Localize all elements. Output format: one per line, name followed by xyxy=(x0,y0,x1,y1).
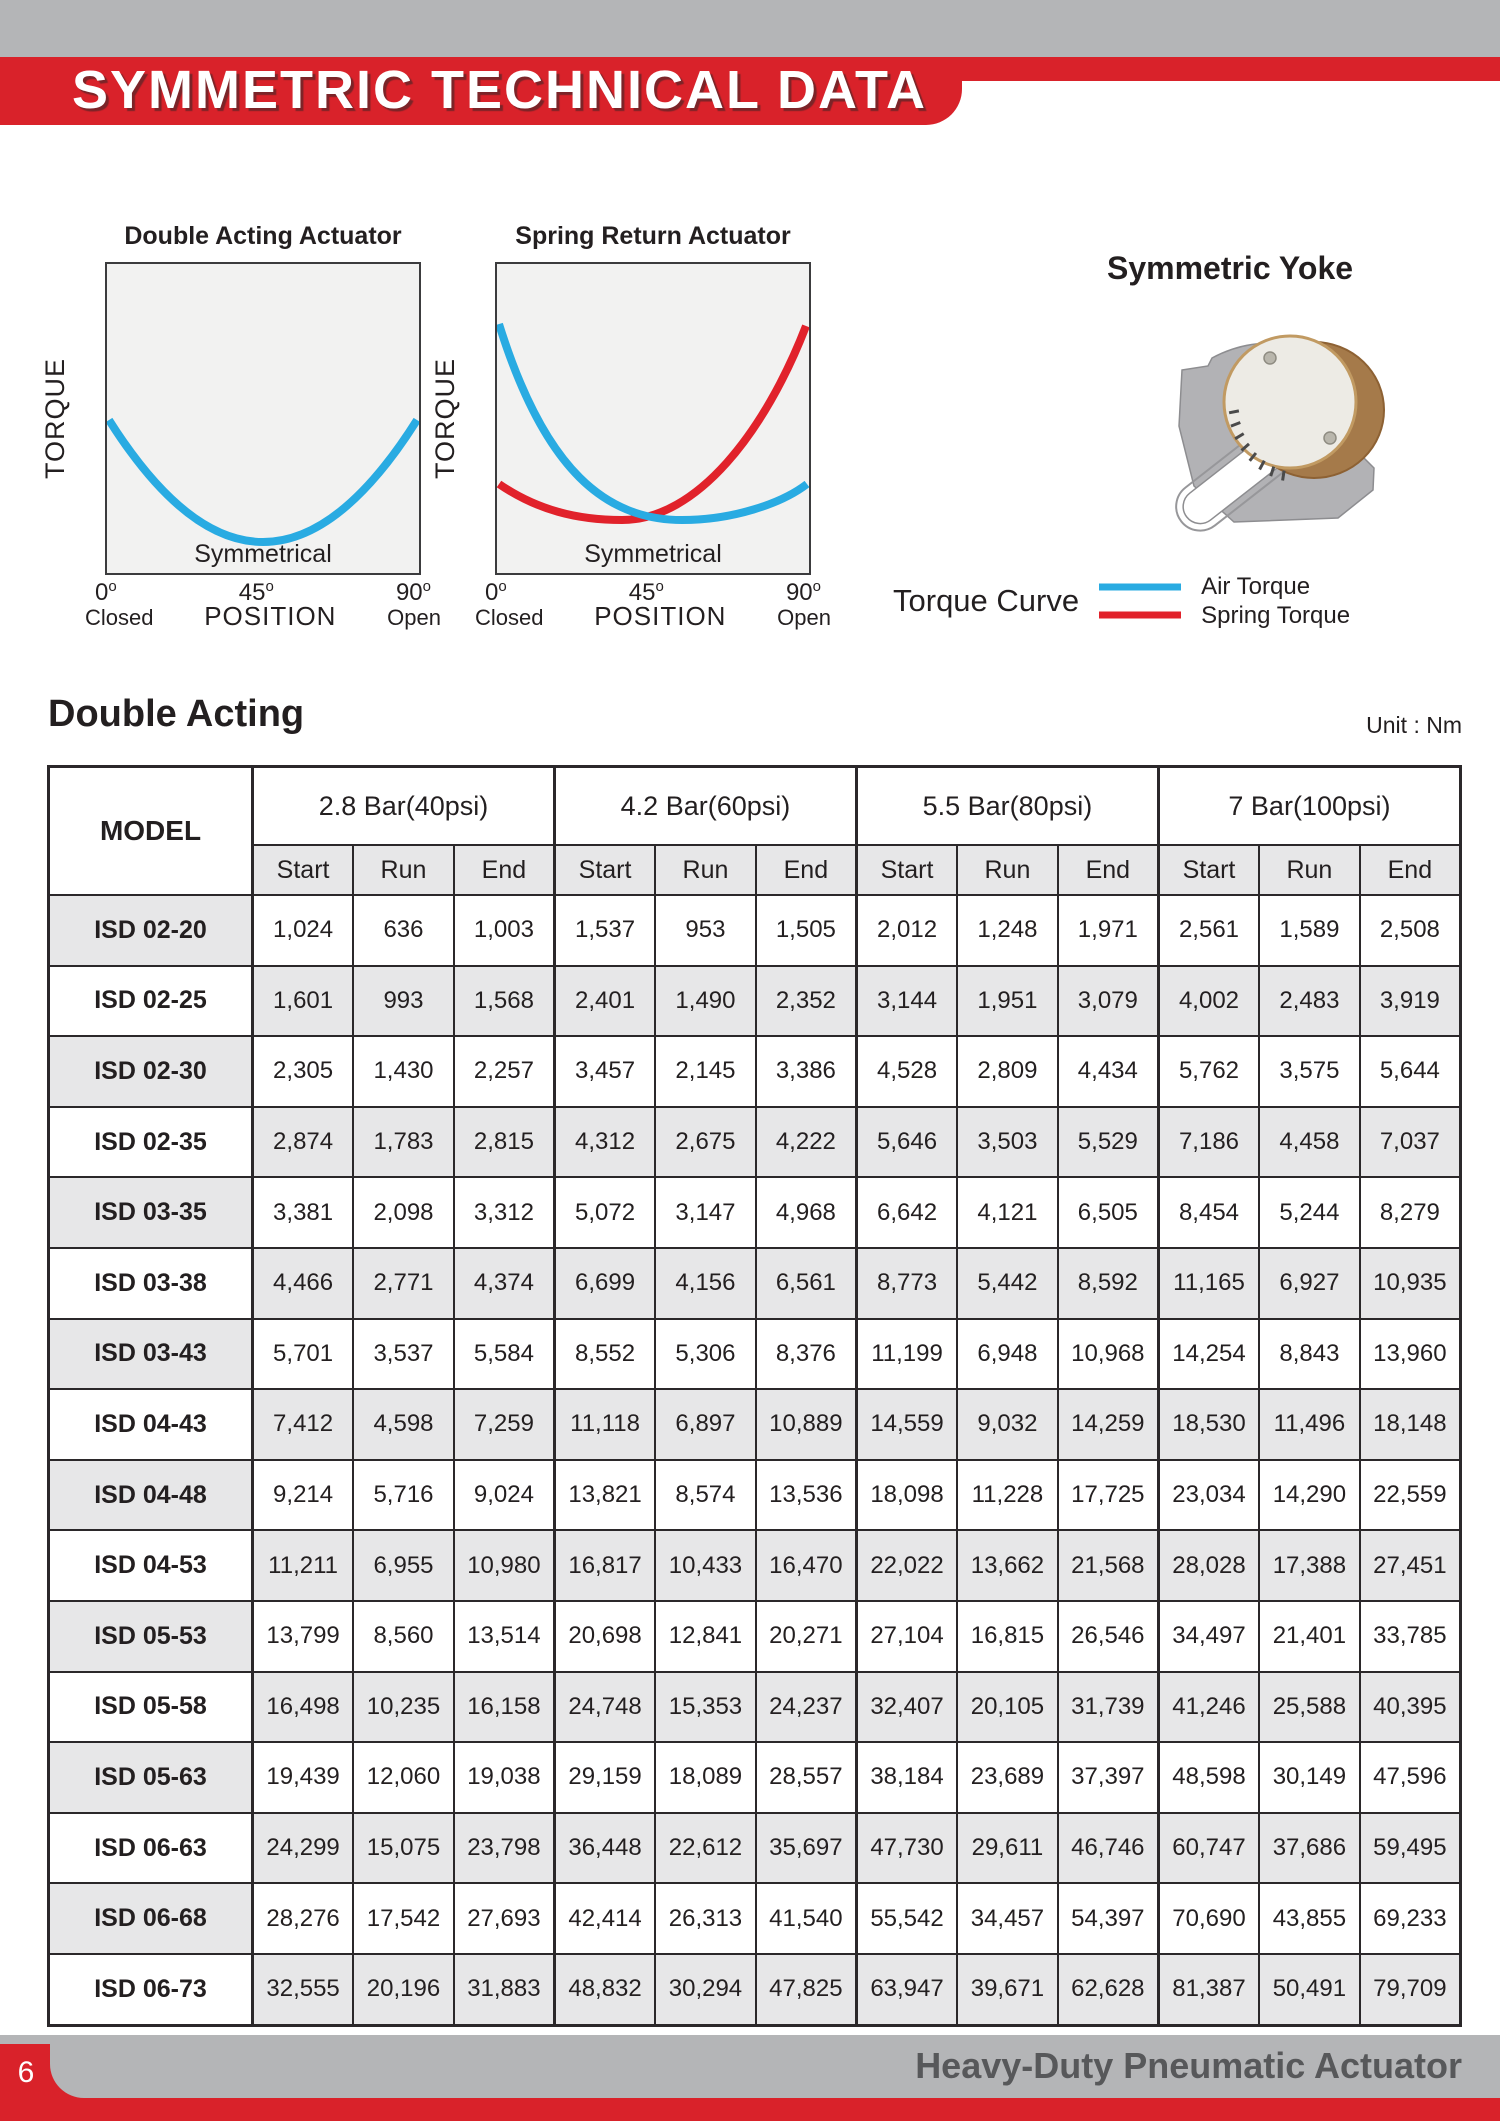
torque-value-cell: 16,498 xyxy=(253,1672,354,1743)
footer-gray-band-cap xyxy=(0,2035,54,2044)
torque-value-cell: 18,098 xyxy=(856,1460,957,1531)
torque-value-cell: 11,211 xyxy=(253,1530,354,1601)
torque-value-cell: 19,038 xyxy=(454,1742,555,1813)
torque-value-cell: 1,490 xyxy=(655,966,756,1037)
unit-label: Unit : Nm xyxy=(1366,712,1462,738)
pressure-group-header-row xyxy=(49,767,1461,846)
torque-value-cell: 13,662 xyxy=(957,1530,1058,1601)
torque-value-cell: 5,701 xyxy=(253,1319,354,1390)
subheader-run: Run xyxy=(353,845,454,895)
torque-value-cell: 13,821 xyxy=(554,1460,655,1531)
model-cell: ISD 05-58 xyxy=(49,1672,253,1743)
torque-value-cell: 8,560 xyxy=(353,1601,454,1672)
torque-value-cell: 2,874 xyxy=(253,1107,354,1178)
torque-value-cell: 1,024 xyxy=(253,895,354,966)
table-row xyxy=(49,895,1461,966)
torque-value-cell: 43,855 xyxy=(1259,1883,1360,1954)
model-cell: ISD 06-73 xyxy=(49,1954,253,2025)
table-row xyxy=(49,1742,1461,1813)
table-row xyxy=(49,1954,1461,2025)
table-row xyxy=(49,1248,1461,1319)
torque-value-cell: 46,746 xyxy=(1058,1813,1159,1884)
torque-value-cell: 19,439 xyxy=(253,1742,354,1813)
torque-value-cell: 4,466 xyxy=(253,1248,354,1319)
torque-value-cell: 7,259 xyxy=(454,1389,555,1460)
torque-value-cell: 1,505 xyxy=(756,895,857,966)
torque-value-cell: 23,798 xyxy=(454,1813,555,1884)
torque-value-cell: 4,968 xyxy=(756,1177,857,1248)
torque-value-cell: 2,771 xyxy=(353,1248,454,1319)
model-cell: ISD 04-48 xyxy=(49,1460,253,1531)
torque-value-cell: 3,079 xyxy=(1058,966,1159,1037)
y-axis-label: TORQUE xyxy=(429,357,460,480)
group-header-4-2-bar: 4.2 Bar(60psi) xyxy=(554,767,856,846)
table-row xyxy=(49,1813,1461,1884)
model-cell: ISD 02-25 xyxy=(49,966,253,1037)
tick-90: 90$^o$ xyxy=(785,578,821,606)
legend-label: Torque Curve xyxy=(893,583,1080,618)
torque-value-cell: 5,646 xyxy=(856,1107,957,1178)
torque-value-cell: 5,244 xyxy=(1259,1177,1360,1248)
model-cell: ISD 02-30 xyxy=(49,1036,253,1107)
torque-value-cell: 48,598 xyxy=(1158,1742,1259,1813)
torque-value-cell: 4,222 xyxy=(756,1107,857,1178)
torque-value-cell: 22,022 xyxy=(856,1530,957,1601)
group-header-5-5-bar: 5.5 Bar(80psi) xyxy=(856,767,1158,846)
torque-value-cell: 3,381 xyxy=(253,1177,354,1248)
legend-swatches xyxy=(1095,574,1185,628)
torque-value-cell: 25,588 xyxy=(1259,1672,1360,1743)
tick-45: 45$^o$ xyxy=(238,578,274,606)
torque-value-cell: 24,237 xyxy=(756,1672,857,1743)
torque-value-cell: 12,060 xyxy=(353,1742,454,1813)
subheader-start: Start xyxy=(856,845,957,895)
torque-value-cell: 81,387 xyxy=(1158,1954,1259,2025)
torque-value-cell: 33,785 xyxy=(1360,1601,1461,1672)
torque-value-cell: 1,248 xyxy=(957,895,1058,966)
torque-value-cell: 47,825 xyxy=(756,1954,857,2025)
torque-value-cell: 14,559 xyxy=(856,1389,957,1460)
spring-torque-label: Spring Torque xyxy=(1201,602,1351,629)
open-label: Open xyxy=(387,605,441,630)
subheader-end: End xyxy=(1360,845,1461,895)
open-label: Open xyxy=(777,605,831,630)
subheader-start: Start xyxy=(1158,845,1259,895)
torque-value-cell: 41,246 xyxy=(1158,1672,1259,1743)
torque-value-cell: 20,271 xyxy=(756,1601,857,1672)
model-cell: ISD 03-43 xyxy=(49,1319,253,1390)
torque-value-cell: 35,697 xyxy=(756,1813,857,1884)
torque-value-cell: 13,536 xyxy=(756,1460,857,1531)
torque-value-cell: 4,374 xyxy=(454,1248,555,1319)
tick-45: 45$^o$ xyxy=(628,578,664,606)
subheader-end: End xyxy=(756,845,857,895)
table-row xyxy=(49,1319,1461,1390)
torque-value-cell: 3,503 xyxy=(957,1107,1058,1178)
torque-value-cell: 1,601 xyxy=(253,966,354,1037)
table-row xyxy=(49,1107,1461,1178)
torque-value-cell: 4,528 xyxy=(856,1036,957,1107)
subheader-row xyxy=(49,845,1461,895)
torque-value-cell: 22,559 xyxy=(1360,1460,1461,1531)
y-axis-label: TORQUE xyxy=(39,357,70,480)
torque-value-cell: 7,037 xyxy=(1360,1107,1461,1178)
table-row xyxy=(49,1601,1461,1672)
torque-value-cell: 40,395 xyxy=(1360,1672,1461,1743)
torque-value-cell: 16,817 xyxy=(554,1530,655,1601)
subheader-run: Run xyxy=(1259,845,1360,895)
torque-value-cell: 17,542 xyxy=(353,1883,454,1954)
torque-value-cell: 8,592 xyxy=(1058,1248,1159,1319)
table-row xyxy=(49,1389,1461,1460)
torque-value-cell: 4,121 xyxy=(957,1177,1058,1248)
chart-title-double-acting: Double Acting Actuator xyxy=(124,222,402,250)
torque-value-cell: 9,024 xyxy=(454,1460,555,1531)
closed-label: Closed xyxy=(475,605,544,630)
torque-value-cell: 47,730 xyxy=(856,1813,957,1884)
group-header-2-8-bar: 2.8 Bar(40psi) xyxy=(253,767,555,846)
torque-value-cell: 37,397 xyxy=(1058,1742,1159,1813)
x-axis-captions xyxy=(475,601,831,632)
torque-value-cell: 47,596 xyxy=(1360,1742,1461,1813)
torque-value-cell: 27,104 xyxy=(856,1601,957,1672)
torque-value-cell: 13,799 xyxy=(253,1601,354,1672)
torque-value-cell: 6,561 xyxy=(756,1248,857,1319)
torque-value-cell: 5,716 xyxy=(353,1460,454,1531)
torque-value-cell: 2,809 xyxy=(957,1036,1058,1107)
torque-value-cell: 5,072 xyxy=(554,1177,655,1248)
torque-value-cell: 8,279 xyxy=(1360,1177,1461,1248)
model-cell: ISD 04-53 xyxy=(49,1530,253,1601)
torque-value-cell: 4,312 xyxy=(554,1107,655,1178)
torque-value-cell: 6,505 xyxy=(1058,1177,1159,1248)
torque-value-cell: 10,433 xyxy=(655,1530,756,1601)
torque-value-cell: 4,458 xyxy=(1259,1107,1360,1178)
model-cell: ISD 02-35 xyxy=(49,1107,253,1178)
air-torque-label: Air Torque xyxy=(1201,573,1311,600)
torque-value-cell: 27,451 xyxy=(1360,1530,1461,1601)
torque-value-cell: 7,412 xyxy=(253,1389,354,1460)
torque-value-cell: 20,105 xyxy=(957,1672,1058,1743)
table-row xyxy=(49,1530,1461,1601)
torque-value-cell: 12,841 xyxy=(655,1601,756,1672)
torque-value-cell: 1,971 xyxy=(1058,895,1159,966)
subheader-start: Start xyxy=(253,845,354,895)
torque-value-cell: 21,401 xyxy=(1259,1601,1360,1672)
torque-value-cell: 38,184 xyxy=(856,1742,957,1813)
torque-value-cell: 8,454 xyxy=(1158,1177,1259,1248)
torque-value-cell: 10,235 xyxy=(353,1672,454,1743)
torque-value-cell: 21,568 xyxy=(1058,1530,1159,1601)
torque-value-cell: 54,397 xyxy=(1058,1883,1159,1954)
subheader-start: Start xyxy=(554,845,655,895)
x-axis-label: POSITION xyxy=(594,601,727,631)
torque-value-cell: 70,690 xyxy=(1158,1883,1259,1954)
torque-value-cell: 26,546 xyxy=(1058,1601,1159,1672)
legend-names xyxy=(1201,572,1350,630)
torque-value-cell: 2,401 xyxy=(554,966,655,1037)
torque-value-cell: 34,457 xyxy=(957,1883,1058,1954)
torque-value-cell: 2,145 xyxy=(655,1036,756,1107)
torque-value-cell: 48,832 xyxy=(554,1954,655,2025)
torque-value-cell: 24,299 xyxy=(253,1813,354,1884)
torque-value-cell: 1,537 xyxy=(554,895,655,966)
torque-curves xyxy=(497,264,809,573)
torque-value-cell: 15,075 xyxy=(353,1813,454,1884)
torque-value-cell: 5,644 xyxy=(1360,1036,1461,1107)
torque-value-cell: 2,098 xyxy=(353,1177,454,1248)
torque-value-cell: 993 xyxy=(353,966,454,1037)
torque-value-cell: 24,748 xyxy=(554,1672,655,1743)
torque-value-cell: 37,686 xyxy=(1259,1813,1360,1884)
torque-value-cell: 6,927 xyxy=(1259,1248,1360,1319)
air-torque-curve xyxy=(107,264,419,573)
torque-value-cell: 59,495 xyxy=(1360,1813,1461,1884)
torque-value-cell: 2,483 xyxy=(1259,966,1360,1037)
torque-value-cell: 3,575 xyxy=(1259,1036,1360,1107)
model-cell: ISD 06-68 xyxy=(49,1883,253,1954)
torque-value-cell: 18,530 xyxy=(1158,1389,1259,1460)
model-cell: ISD 03-35 xyxy=(49,1177,253,1248)
torque-value-cell: 7,186 xyxy=(1158,1107,1259,1178)
torque-value-cell: 39,671 xyxy=(957,1954,1058,2025)
tick-0: 0$^o$ xyxy=(95,578,117,606)
torque-value-cell: 30,294 xyxy=(655,1954,756,2025)
torque-value-cell: 10,980 xyxy=(454,1530,555,1601)
subheader-end: End xyxy=(1058,845,1159,895)
model-column-header: MODEL xyxy=(49,767,253,896)
torque-value-cell: 13,960 xyxy=(1360,1319,1461,1390)
chart-title-spring-return: Spring Return Actuator xyxy=(515,222,791,250)
torque-value-cell: 32,555 xyxy=(253,1954,354,2025)
torque-value-cell: 4,156 xyxy=(655,1248,756,1319)
torque-value-cell: 55,542 xyxy=(856,1883,957,1954)
torque-value-cell: 20,698 xyxy=(554,1601,655,1672)
torque-value-cell: 2,675 xyxy=(655,1107,756,1178)
torque-value-cell: 8,376 xyxy=(756,1319,857,1390)
torque-value-cell: 4,434 xyxy=(1058,1036,1159,1107)
page-title: SYMMETRIC TECHNICAL DATA xyxy=(72,60,927,120)
torque-value-cell: 2,012 xyxy=(856,895,957,966)
torque-value-cell: 3,457 xyxy=(554,1036,655,1107)
torque-value-cell: 3,386 xyxy=(756,1036,857,1107)
torque-value-cell: 6,955 xyxy=(353,1530,454,1601)
torque-value-cell: 3,537 xyxy=(353,1319,454,1390)
torque-value-cell: 32,407 xyxy=(856,1672,957,1743)
torque-value-cell: 5,762 xyxy=(1158,1036,1259,1107)
torque-value-cell: 30,149 xyxy=(1259,1742,1360,1813)
torque-value-cell: 23,689 xyxy=(957,1742,1058,1813)
torque-value-cell: 8,773 xyxy=(856,1248,957,1319)
chart-double-acting xyxy=(105,262,421,575)
torque-value-cell: 5,306 xyxy=(655,1319,756,1390)
torque-curve-legend xyxy=(893,572,1350,630)
torque-value-cell: 3,919 xyxy=(1360,966,1461,1037)
tick-90: 90$^o$ xyxy=(395,578,431,606)
torque-value-cell: 15,353 xyxy=(655,1672,756,1743)
torque-value-cell: 31,739 xyxy=(1058,1672,1159,1743)
torque-value-cell: 9,032 xyxy=(957,1389,1058,1460)
group-header-7-bar: 7 Bar(100psi) xyxy=(1158,767,1460,846)
subheader-end: End xyxy=(454,845,555,895)
torque-value-cell: 11,165 xyxy=(1158,1248,1259,1319)
torque-value-cell: 16,815 xyxy=(957,1601,1058,1672)
torque-value-cell: 2,352 xyxy=(756,966,857,1037)
torque-value-cell: 2,815 xyxy=(454,1107,555,1178)
torque-value-cell: 1,430 xyxy=(353,1036,454,1107)
torque-value-cell: 28,276 xyxy=(253,1883,354,1954)
torque-value-cell: 28,557 xyxy=(756,1742,857,1813)
torque-value-cell: 953 xyxy=(655,895,756,966)
torque-value-cell: 2,305 xyxy=(253,1036,354,1107)
table-body xyxy=(49,895,1461,2025)
torque-value-cell: 28,028 xyxy=(1158,1530,1259,1601)
chart-spring-return xyxy=(495,262,811,575)
torque-value-cell: 11,496 xyxy=(1259,1389,1360,1460)
torque-value-cell: 5,584 xyxy=(454,1319,555,1390)
torque-value-cell: 50,491 xyxy=(1259,1954,1360,2025)
torque-value-cell: 13,514 xyxy=(454,1601,555,1672)
torque-value-cell: 62,628 xyxy=(1058,1954,1159,2025)
torque-value-cell: 8,552 xyxy=(554,1319,655,1390)
torque-value-cell: 5,442 xyxy=(957,1248,1058,1319)
torque-value-cell: 26,313 xyxy=(655,1883,756,1954)
table-row xyxy=(49,1883,1461,1954)
torque-value-cell: 1,589 xyxy=(1259,895,1360,966)
torque-value-cell: 79,709 xyxy=(1360,1954,1461,2025)
subheader-run: Run xyxy=(957,845,1058,895)
torque-value-cell: 11,118 xyxy=(554,1389,655,1460)
torque-value-cell: 8,843 xyxy=(1259,1319,1360,1390)
torque-value-cell: 636 xyxy=(353,895,454,966)
torque-value-cell: 42,414 xyxy=(554,1883,655,1954)
torque-value-cell: 14,254 xyxy=(1158,1319,1259,1390)
table-row xyxy=(49,966,1461,1037)
spring-torque-curve xyxy=(499,326,806,520)
torque-value-cell: 11,199 xyxy=(856,1319,957,1390)
torque-value-cell: 34,497 xyxy=(1158,1601,1259,1672)
section-heading: Double Acting xyxy=(48,693,305,735)
torque-value-cell: 63,947 xyxy=(856,1954,957,2025)
torque-value-cell: 11,228 xyxy=(957,1460,1058,1531)
torque-value-cell: 9,214 xyxy=(253,1460,354,1531)
torque-value-cell: 1,003 xyxy=(454,895,555,966)
torque-value-cell: 18,089 xyxy=(655,1742,756,1813)
torque-value-cell: 10,968 xyxy=(1058,1319,1159,1390)
torque-value-cell: 2,508 xyxy=(1360,895,1461,966)
torque-value-cell: 6,642 xyxy=(856,1177,957,1248)
torque-value-cell: 36,448 xyxy=(554,1813,655,1884)
model-cell: ISD 05-63 xyxy=(49,1742,253,1813)
torque-value-cell: 23,034 xyxy=(1158,1460,1259,1531)
torque-value-cell: 17,388 xyxy=(1259,1530,1360,1601)
table-row xyxy=(49,1036,1461,1107)
torque-value-cell: 3,147 xyxy=(655,1177,756,1248)
torque-value-cell: 16,470 xyxy=(756,1530,857,1601)
torque-value-cell: 16,158 xyxy=(454,1672,555,1743)
model-cell: ISD 03-38 xyxy=(49,1248,253,1319)
torque-value-cell: 1,951 xyxy=(957,966,1058,1037)
torque-value-cell: 41,540 xyxy=(756,1883,857,1954)
page-number: 6 xyxy=(17,2056,35,2089)
torque-value-cell: 60,747 xyxy=(1158,1813,1259,1884)
torque-value-cell: 29,611 xyxy=(957,1813,1058,1884)
torque-value-cell: 8,574 xyxy=(655,1460,756,1531)
symmetrical-annotation: Symmetrical xyxy=(194,540,332,568)
model-cell: ISD 02-20 xyxy=(49,895,253,966)
double-acting-torque-table xyxy=(47,765,1462,2027)
torque-value-cell: 1,568 xyxy=(454,966,555,1037)
subheader-run: Run xyxy=(655,845,756,895)
torque-value-cell: 22,612 xyxy=(655,1813,756,1884)
torque-value-cell: 6,897 xyxy=(655,1389,756,1460)
torque-value-cell: 69,233 xyxy=(1360,1883,1461,1954)
torque-value-cell: 1,783 xyxy=(353,1107,454,1178)
torque-value-cell: 6,948 xyxy=(957,1319,1058,1390)
model-cell: ISD 06-63 xyxy=(49,1813,253,1884)
torque-value-cell: 10,935 xyxy=(1360,1248,1461,1319)
torque-value-cell: 3,144 xyxy=(856,966,957,1037)
torque-value-cell: 2,257 xyxy=(454,1036,555,1107)
torque-value-cell: 10,889 xyxy=(756,1389,857,1460)
symmetric-yoke-illustration xyxy=(1142,316,1404,560)
torque-value-cell: 3,312 xyxy=(454,1177,555,1248)
torque-value-cell: 27,693 xyxy=(454,1883,555,1954)
torque-value-cell: 2,561 xyxy=(1158,895,1259,966)
x-axis-captions xyxy=(85,601,441,632)
torque-value-cell: 18,148 xyxy=(1360,1389,1461,1460)
table-row xyxy=(49,1177,1461,1248)
torque-value-cell: 5,529 xyxy=(1058,1107,1159,1178)
torque-value-cell: 14,259 xyxy=(1058,1389,1159,1460)
torque-value-cell: 31,883 xyxy=(454,1954,555,2025)
closed-label: Closed xyxy=(85,605,154,630)
table-row xyxy=(49,1672,1461,1743)
tick-0: 0$^o$ xyxy=(485,578,507,606)
torque-value-cell: 4,598 xyxy=(353,1389,454,1460)
yoke-title: Symmetric Yoke xyxy=(1106,250,1354,286)
x-axis-label: POSITION xyxy=(204,601,337,631)
torque-value-cell: 6,699 xyxy=(554,1248,655,1319)
torque-value-cell: 4,002 xyxy=(1158,966,1259,1037)
top-gray-band xyxy=(0,0,1500,57)
model-cell: ISD 04-43 xyxy=(49,1389,253,1460)
table-row xyxy=(49,1460,1461,1531)
symmetrical-annotation: Symmetrical xyxy=(584,540,722,568)
torque-value-cell: 29,159 xyxy=(554,1742,655,1813)
torque-value-cell: 14,290 xyxy=(1259,1460,1360,1531)
footer-red-bar xyxy=(0,2098,1500,2121)
footer-title: Heavy-Duty Pneumatic Actuator xyxy=(915,2045,1462,2086)
model-cell: ISD 05-53 xyxy=(49,1601,253,1672)
torque-value-cell: 17,725 xyxy=(1058,1460,1159,1531)
torque-value-cell: 20,196 xyxy=(353,1954,454,2025)
